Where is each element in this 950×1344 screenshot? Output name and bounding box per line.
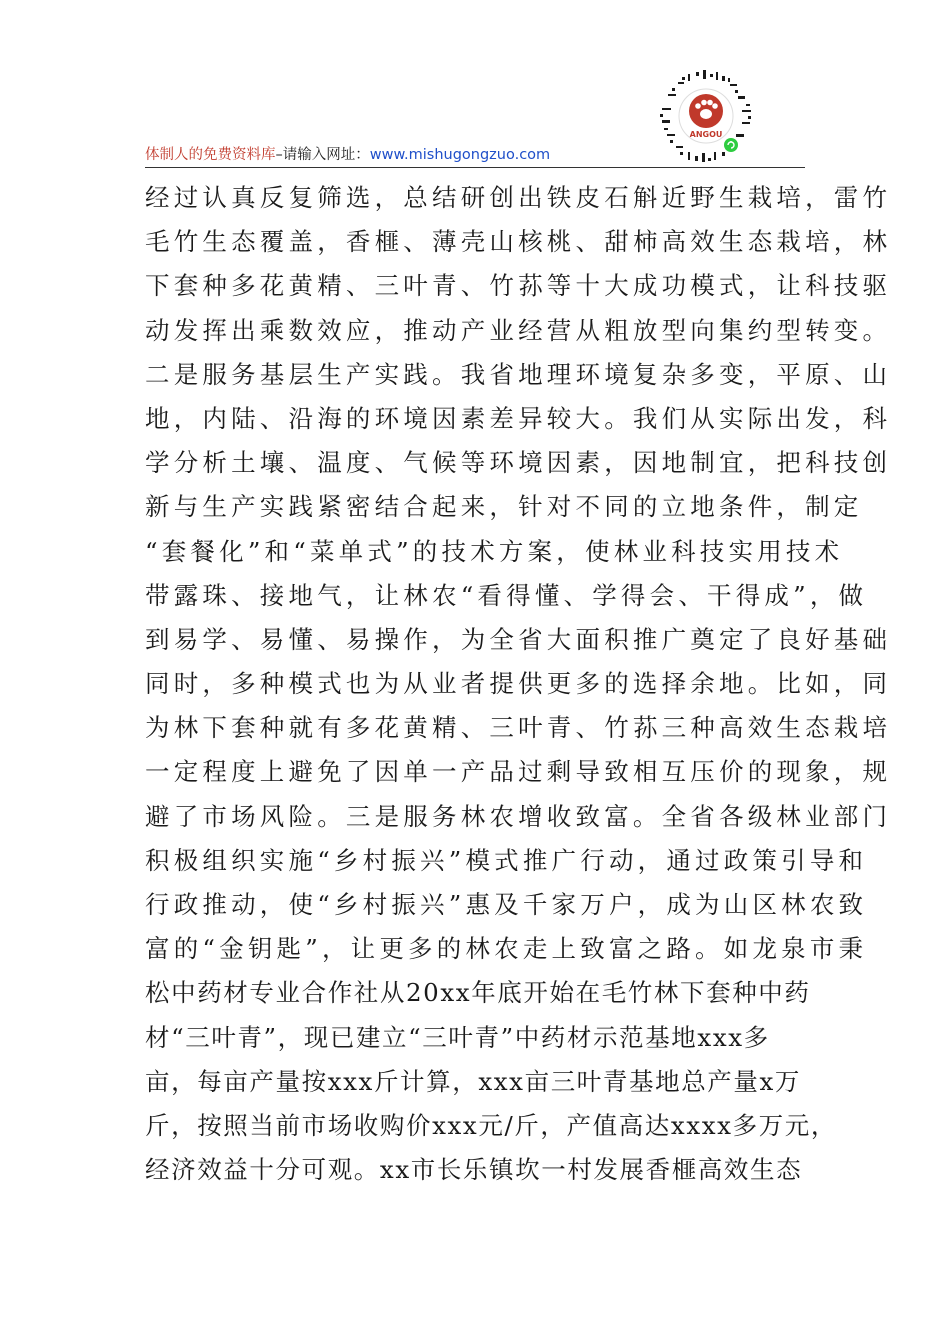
body-line: 为林下套种就有多花黄精、三叶青、竹荪三种高效生态栽培 — [145, 713, 892, 743]
body-line: 到易学、易懂、易操作，为全省大面积推广奠定了良好基础 — [145, 624, 892, 654]
body-line: 二是服务基层生产实践。我省地理环境复杂多变，平原、山 — [145, 359, 892, 389]
body-line: 下套种多花黄精、三叶青、竹荪等十大成功模式，让科技驱 — [145, 271, 892, 301]
body-line: 经济效益十分可观。xx市长乐镇坎一村发展香榧高效生态 — [145, 1155, 803, 1185]
header-brand: 体制人的免费资料库 — [145, 147, 276, 163]
body-line: 带露珠、接地气，让林农“看得懂、学得会、干得成”，做 — [145, 580, 868, 610]
body-line: 行政推动，使“乡村振兴”惠及千家万户，成为山区林农致 — [145, 890, 868, 919]
body-line: 同时，多种模式也为从业者提供更多的选择余地。比如，同 — [145, 669, 892, 699]
body-line: 富的“金钥匙”，让更多的林农走上致富之路。如龙泉市秉 — [145, 934, 868, 964]
header-prompt: –请输入网址： — [275, 147, 370, 163]
header-url-link[interactable]: www.mishugongzuo.com — [369, 147, 551, 163]
body-line: 避了市场风险。三是服务林农增收致富。全省各级林业部门 — [145, 801, 892, 831]
header-divider — [145, 167, 805, 168]
qr-code — [658, 68, 754, 164]
body-line: 学分析土壤、温度、气候等环境因素，因地制宜，把科技创 — [145, 448, 892, 478]
body-line: 新与生产实践紧密结合起来，针对不同的立地条件，制定 — [145, 492, 863, 522]
document-body — [145, 176, 892, 1192]
body-line: 亩，每亩产量按xxx斤计算，xxx亩三叶青基地总产量x万 — [145, 1066, 802, 1096]
body-line: 经过认真反复筛选，总结研创出铁皮石斛近野生栽培，雷竹 — [145, 183, 892, 212]
body-line: 动发挥出乘数效应，推动产业经营从粗放型向集约型转变。 — [145, 315, 892, 345]
qr-logo-label: ANGOU — [689, 130, 723, 139]
body-line: 地，内陆、沿海的环境因素差异较大。我们从实际出发，科 — [145, 403, 892, 433]
body-line: 一定程度上避免了因单一产品过剩导致相互压价的现象，规 — [145, 757, 892, 787]
body-line: “套餐化”和“菜单式”的技术方案，使林业科技实用技术 — [145, 536, 844, 566]
body-line: 斤，按照当前市场收购价xxx元/斤，产值高达xxxx多万元， — [145, 1110, 837, 1140]
body-line: 松中药材专业合作社从20xx年底开始在毛竹林下套种中药 — [145, 978, 811, 1008]
body-line: 材“三叶青”，现已建立“三叶青”中药材示范基地xxx多 — [145, 1022, 770, 1052]
body-line: 积极组织实施“乡村振兴”模式推广行动，通过政策引导和 — [145, 845, 868, 875]
paw-icon — [689, 94, 723, 128]
body-line: 毛竹生态覆盖，香榧、薄壳山核桃、甜柿高效生态栽培，林 — [145, 227, 892, 257]
